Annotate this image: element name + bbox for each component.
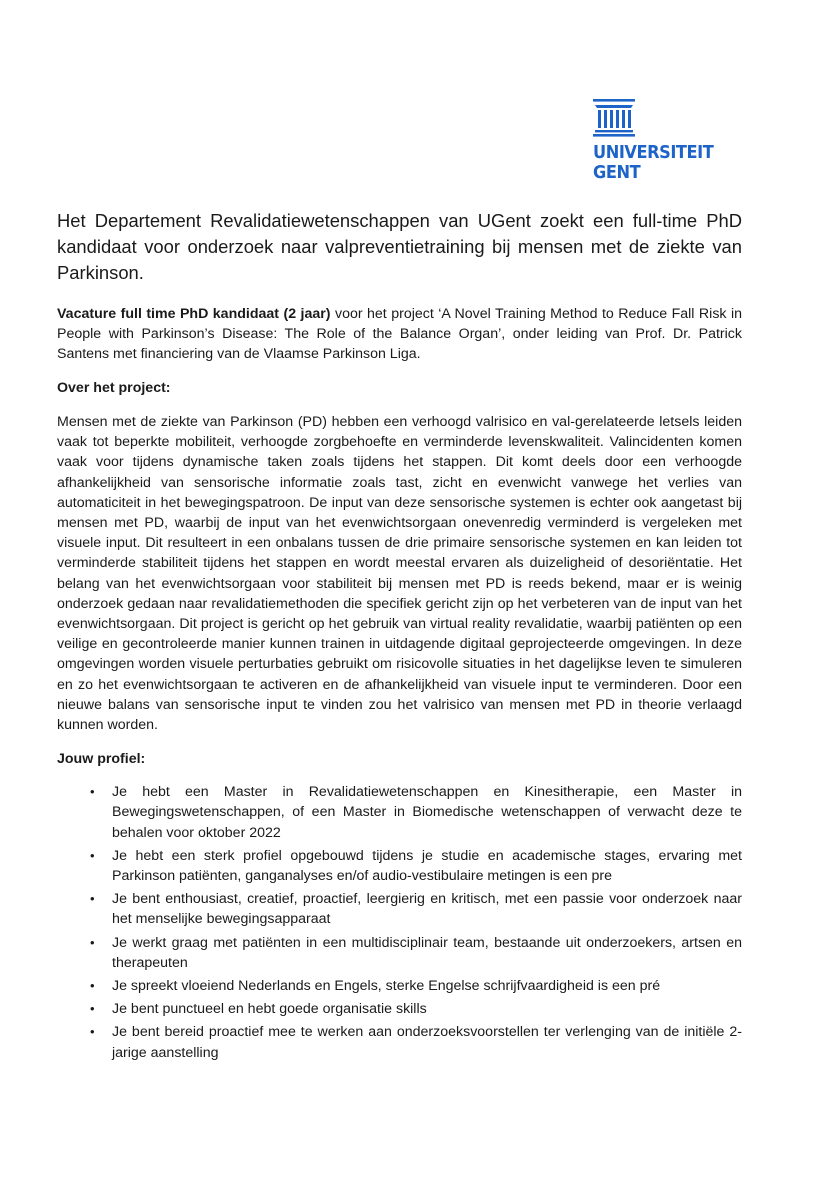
document-content xyxy=(57,208,742,1066)
list-item-text: Je bent enthousiast, creatief, proactief, leergierig en kritisch, met een passie voor onderzoek naar het menselijke bewegingsapparaat xyxy=(112,891,742,928)
intro-rest: voor het project ‘A Novel Training Method to Reduce Fall Risk in People with Parkinson’s Disease: The Role of the Balance Organ’, onder leiding van Prof. Dr. Patrick Santens met financiering van de Vlaamse Parkinson Liga. xyxy=(57,306,742,362)
list-item xyxy=(57,782,742,843)
intro-bold: Vacature full time PhD kandidaat (2 jaar) xyxy=(57,306,331,322)
project-heading: Over het project: xyxy=(57,380,171,396)
logo-line-1: UNIVERSITEIT xyxy=(593,142,714,163)
list-item-text: Je hebt een sterk profiel opgebouwd tijdens je studie en academische stages, ervaring met Parkinson patiënten, ganganalyses en/of audio-vestibulaire metingen is een pre xyxy=(112,847,742,885)
list-item-text: Je bent punctueel en hebt goede organisatie skills xyxy=(112,1001,427,1018)
building-columns-icon xyxy=(593,99,635,137)
list-item-text: Je spreekt vloeiend Nederlands en Engels, sterke Engelse schrijfvaardigheid is een pré xyxy=(112,978,661,995)
bullet-icon: • xyxy=(90,1024,95,1040)
intro-paragraph xyxy=(57,304,742,364)
list-item xyxy=(57,846,742,886)
bullet-icon: • xyxy=(90,847,95,863)
list-item xyxy=(57,1022,742,1062)
project-description: Mensen met de ziekte van Parkinson (PD) hebben een verhoogd valrisico en val-gerelateerde letsels leiden vaak tot beperkte mobiliteit, verhoogde zorgbehoefte en verminderde levenskwaliteit. Valincidenten komen vaak voor tijdens dynamische taken zoals tijdens het stappen. Dit komt deels door een verhoogde afhankelijkheid van sensorische informatie zoals tast, zicht en evenwicht vanwege het verlies van automaticiteit in het bewegingspatroon. De input van deze sensorische systemen is echter ook aangetast bij mensen met PD, waarbij de input van het evenwichtsorgaan onevenredig verminderd is vergeleken met visuele input. Dit resulteert in een onbalans tussen de drie primaire sensorische systemen en kan leiden tot verminderde stabiliteit tijdens het stappen en wordt meestal ervaren als duizeligheid of desoriëntatie. Het belang van het evenwichtsorgaan voor stabiliteit bij mensen met PD is reeds bekend, maar er is weinig onderzoek gedaan naar revalidatiemethoden die specifiek gericht zijn op het verbeteren van de input van het evenwichtsorgaan. Dit project is gericht op het gebruik van virtual reality revalidatie, waarbij patiënten op een veilige en gecontroleerde manier kunnen trainen in uitdagende digitaal geprojecteerde omgevingen. In deze omgevingen worden visuele perturbaties gebruikt om risicovolle situaties in het dagelijkse leven te simuleren en zo het evenwichtsorgaan te activeren en de afhankelijkheid van visuele input te verminderen. Door een nieuwe balans van sensorische input te vinden zou het valrisico van mensen met PD in theorie verlaagd kunnen worden. xyxy=(57,414,742,734)
list-item-text: Je bent bereid proactief mee te werken aan onderzoeksvoorstellen ter verlenging van de initiële 2-jarige aanstelling xyxy=(112,1024,742,1061)
page-title: Het Departement Revalidatiewetenschappen van UGent zoekt een full-time PhD kandidaat voor onderzoek naar valpreventietraining bij mensen met de ziekte van Parkinson. xyxy=(57,210,742,283)
bullet-icon: • xyxy=(90,978,95,994)
profile-heading: Jouw profiel: xyxy=(57,751,146,768)
bullet-icon: • xyxy=(90,934,95,950)
profile-list xyxy=(57,782,742,1063)
list-item xyxy=(57,999,742,1019)
list-item xyxy=(57,933,742,973)
list-item xyxy=(57,889,742,929)
bullet-icon: • xyxy=(90,891,95,907)
bullet-icon: • xyxy=(90,784,95,800)
ugent-logo xyxy=(593,99,714,183)
logo-line-2: GENT xyxy=(593,162,641,183)
bullet-icon: • xyxy=(90,1001,95,1017)
list-item-text: Je werkt graag met patiënten in een multidisciplinair team, bestaande uit onderzoekers, artsen en therapeuten xyxy=(112,934,742,971)
list-item xyxy=(57,976,742,996)
list-item-text: Je hebt een Master in Revalidatiewetenschappen en Kinesitherapie, een Master in Bewegingswetenschappen, of een Master in Biomedische wetenschappen of verwacht deze te behalen voor oktober 2022 xyxy=(112,784,742,841)
